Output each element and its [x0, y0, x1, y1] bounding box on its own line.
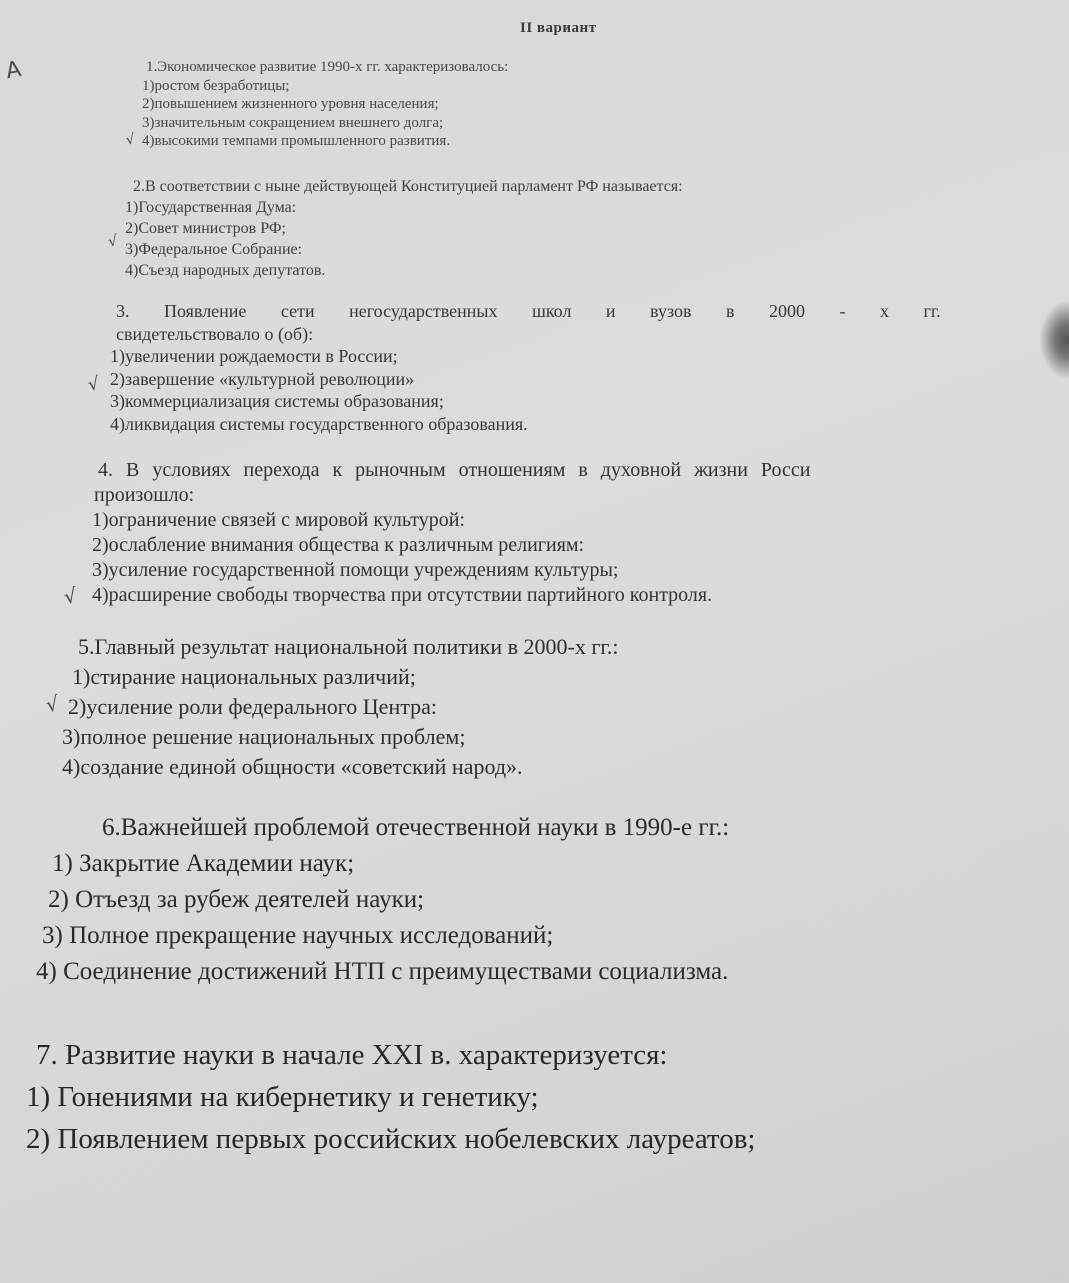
answer-option: 1) Гонениями на кибернетику и генетику;	[26, 1081, 539, 1113]
question-6	[36, 810, 730, 990]
question-text: 3. Появление сети негосударственных школ и вузов в 2000 - х гг.	[116, 301, 941, 321]
question-3	[110, 300, 941, 435]
check-mark: √	[124, 131, 137, 149]
answer-option: 3)Федеральное Собрание:	[125, 241, 303, 258]
check-mark: √	[62, 583, 79, 609]
question-5	[62, 632, 619, 782]
answer-option: 4)создание единой общности «советский народ».	[62, 754, 523, 779]
answer-option: 2)ослабление внимания общества к различным религиям:	[92, 534, 585, 556]
question-text: свидетельствовало о (об):	[116, 323, 314, 344]
answer-option: 4)расширение свободы творчества при отсутствии партийного контроля.	[92, 584, 713, 606]
answer-option: 1)ростом безработицы;	[142, 77, 290, 94]
answer-option: 1)стирание национальных различий;	[72, 664, 416, 689]
page-edge-shadow	[1039, 300, 1069, 380]
question-text: 1.Экономическое развитие 1990-х гг. характеризовалось:	[146, 59, 509, 75]
answer-option: 2) Отъезд за рубеж деятелей науки;	[48, 886, 425, 913]
question-text: 6.Важнейшей проблемой отечественной науки в 1990-е гг.:	[102, 814, 730, 841]
answer-option: 3)коммерциализация системы образования;	[110, 391, 444, 411]
question-text: произошло:	[94, 484, 195, 506]
answer-option: 4)ликвидация системы государственного образования.	[110, 413, 528, 434]
answer-option: 3)усиление государственной помощи учреждениям культуры;	[92, 559, 619, 581]
question-2	[125, 176, 683, 281]
question-text: 5.Главный результат национальной политики в 2000-х гг.:	[78, 634, 619, 659]
question-text: 2.В соответствии с ныне действующей Конституцией парламент РФ называется:	[133, 178, 683, 195]
question-1	[142, 58, 508, 151]
answer-option: 4)Съезд народных депутатов.	[125, 262, 326, 279]
answer-option: 4)высокими темпами промышленного развития.	[142, 133, 451, 149]
answer-option: 2) Появлением первых российских нобелевских лауреатов;	[26, 1123, 756, 1155]
answer-option: 1)ограничение связей с мировой культурой:	[92, 509, 465, 531]
question-7	[26, 1034, 755, 1160]
answer-option: 3) Полное прекращение научных исследований;	[42, 922, 554, 949]
answer-option: 3)полное решение национальных проблем;	[62, 724, 466, 749]
variant-title: II вариант	[520, 20, 597, 36]
check-mark: √	[86, 373, 102, 396]
answer-option: 1)Государственная Дума:	[125, 199, 297, 216]
handwritten-margin-letter: А	[3, 56, 24, 85]
question-text: 7. Развитие науки в начале XXI в. характеризуется:	[36, 1039, 668, 1071]
answer-option: 2)завершение «культурной революции»	[110, 368, 415, 389]
answer-option: 2)повышением жизненного уровня населения;	[142, 96, 439, 112]
answer-option: 2)усиление роли федерального Центра:	[68, 694, 437, 719]
answer-option: 2)Совет министров РФ;	[125, 220, 286, 237]
answer-option: 3)значительным сокращением внешнего долга;	[142, 114, 444, 131]
answer-option: 1) Закрытие Академии наук;	[52, 850, 355, 877]
answer-option: 4) Соединение достижений НТП с преимуществами социализма.	[36, 958, 729, 985]
question-text: 4. В условиях перехода к рыночным отношениям в духовной жизни Росси	[98, 459, 811, 481]
answer-option: 1)увеличении рождаемости в России;	[110, 346, 398, 366]
check-mark: √	[106, 231, 120, 251]
check-mark: √	[44, 691, 61, 717]
question-4	[92, 458, 810, 608]
